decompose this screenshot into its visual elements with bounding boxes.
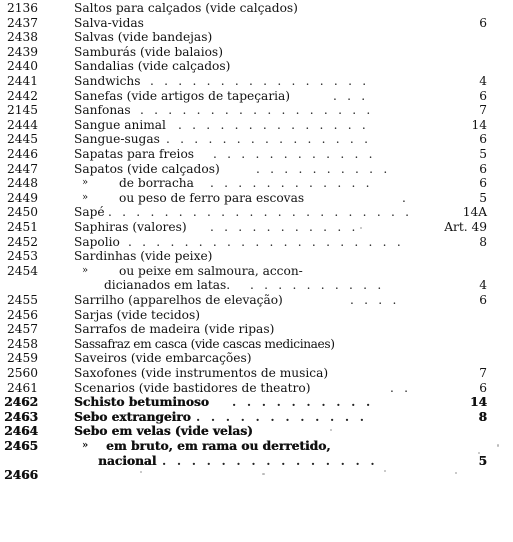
item-number: 2455 [6,293,38,307]
item-number: 2444 [6,117,38,132]
item-number: 2439 [6,44,38,59]
item-description: Sandwichs [74,74,141,88]
leader-dots: . . . . . . . . . . . . [213,147,376,161]
item-description: Sarrilho (apparelhos de elevação) [74,293,283,307]
item-value: 6 [479,176,487,191]
item-description: Sapatas para freios [74,147,195,161]
item-number: 2453 [6,249,38,264]
item-description: dicianados em latas. [104,278,231,293]
item-number: 2450 [6,205,38,220]
list-item [0,410,513,425]
item-description: Sassafraz em casca (vide cascas medicinaes) [74,336,335,351]
item-number: 2145 [6,103,38,118]
list-item [0,235,513,250]
item-number: 2441 [6,74,38,88]
ditto-mark: » [82,177,89,189]
item-value: 6 [479,88,487,103]
list-item [0,337,513,352]
list-item [0,1,513,16]
list-item [0,468,513,483]
item-number: 2464 [4,424,38,439]
item-value: 6 [479,293,487,307]
item-description: Saphiras (valores) [74,220,187,234]
list-item [0,16,513,31]
leader-dots: . . . . . . . . . . . . . . . . . [140,103,374,118]
list-item [0,118,513,133]
item-description: Sangue animal [74,117,166,132]
item-description: Sardinhas (vide peixe) [74,249,213,264]
item-value: 5 [478,453,487,468]
print-speck [330,429,332,431]
list-item [0,395,513,410]
item-value: 14A [462,205,487,220]
leader-dots: . . . . . . . . . . . . [210,176,373,191]
item-value: 5 [479,147,487,161]
item-number: 2456 [6,307,38,322]
item-number: 2448 [6,176,38,191]
item-number: 2452 [6,234,38,249]
list-item [0,176,513,191]
item-description: Sapolio [74,234,120,249]
item-value: 6 [479,380,487,395]
list-item [0,147,513,162]
print-speck [360,227,362,229]
item-description: em bruto, em rama ou derretido, [106,439,331,453]
item-description: Samburás (vide balaios) [74,44,223,59]
item-number: 2446 [6,147,38,161]
list-item [0,278,513,293]
item-number: 2461 [6,380,38,395]
item-number: 2445 [6,132,38,147]
item-value: 6 [479,15,487,30]
item-number: 2560 [6,366,38,380]
item-description: Sandalias (vide calçados) [74,59,231,74]
print-speck [455,472,457,474]
leader-dots: . . . . . . . . . . . . . . . . . . . . . . [108,205,413,220]
leader-dots: . . [390,380,412,395]
item-value: 6 [479,161,487,176]
list-item [0,439,513,454]
list-item [0,454,513,469]
leader-dots: . . . . . . . . . . [250,278,385,293]
item-number: 2458 [6,336,38,351]
item-description: Sapé [74,205,105,220]
leader-dots: . . . . [350,293,400,307]
list-item [0,162,513,177]
leader-dots: . . . . . . . . . . . . . . . [166,132,372,147]
item-description: Sapatos (vide calçados) [74,161,220,176]
list-item [0,249,513,264]
ditto-mark: » [82,264,89,276]
list-item [0,293,513,308]
list-item [0,220,513,235]
item-description: nacional [98,453,157,468]
item-number: 2457 [6,322,38,337]
list-item [0,366,513,381]
item-number: 2454 [6,263,38,278]
item-value: 14 [471,117,487,132]
item-description: Sarrafos de madeira (vide ripas) [74,322,275,337]
item-number: 2462 [4,395,38,410]
list-item [0,322,513,337]
item-number: 2136 [6,1,38,15]
list-item [0,264,513,279]
leader-dots: . . . . . . . . . . . . . . . . . . . . [128,234,404,249]
item-description: Sarjas (vide tecidos) [74,307,201,322]
print-speck [262,473,265,475]
list-item [0,351,513,366]
print-speck [384,470,386,472]
leader-dots: . . . . . . . . . . . . . . . . [150,74,370,88]
list-item [0,30,513,45]
item-description: Saxofones (vide instrumentos de musica) [74,366,329,380]
item-number: 2437 [6,15,38,30]
leader-dots: . . . . . . . . . . . . [196,409,368,424]
item-description: Salva-vidas [74,15,144,30]
leader-dots: . . . . . . . . . . . . . . [178,117,369,132]
item-description: Sebo extrangeiro [74,409,191,424]
item-description: ou peixe em salmoura, accon- [119,263,303,278]
item-value: Art. 49 [444,220,487,234]
item-number: 2447 [6,161,38,176]
item-number: 2440 [6,59,38,74]
item-description: Sanfonas [74,103,131,118]
item-description: Salvas (vide bandejas) [74,30,213,45]
item-description: Sangue-sugas [74,132,160,147]
item-number: 2465 [4,439,38,453]
print-speck [478,452,480,454]
item-description: Sebo em velas (vide velas) [74,424,253,439]
ditto-mark: » [82,440,89,451]
print-speck [140,471,142,473]
item-number: 2459 [6,351,38,366]
item-description: Saveiros (vide embarcações) [74,351,252,366]
item-description: Scenarios (vide bastidores de theatro) [74,380,311,395]
item-number: 2451 [6,220,38,234]
item-number: 2438 [6,30,38,45]
item-number: 2466 [4,468,38,483]
list-item [0,59,513,74]
list-item [0,45,513,60]
item-value: 4 [479,74,487,88]
item-number: 2463 [4,409,38,424]
item-value: 7 [479,103,487,118]
leader-dots: . . . . . . . . . . [232,395,374,410]
list-item [0,89,513,104]
ditto-mark: » [82,191,89,203]
item-number: 2449 [6,190,38,205]
list-item [0,205,513,220]
item-value: 6 [479,132,487,147]
item-description: ou peso de ferro para escovas [119,190,305,205]
list-item [0,74,513,89]
list-item [0,132,513,147]
item-description: Saltos para calçados (vide calçados) [74,1,298,15]
print-speck [497,444,499,447]
leader-dots: . . . . . . . . . . . [210,220,359,234]
list-item [0,191,513,206]
item-number: 2442 [6,88,38,103]
leader-dots: . . . . . . . . . . [256,161,391,176]
item-value: 4 [479,278,487,293]
item-description: Sanefas (vide artigos de tapeçaria) [74,88,291,103]
item-description: Schisto betuminoso [74,395,209,410]
item-value: 7 [479,366,487,380]
list-item [0,424,513,439]
leader-dots: . [402,190,410,205]
item-value: 5 [479,190,487,205]
item-value: 8 [479,234,487,249]
leader-dots: . . . . . . . . . . . . . . . [162,453,378,468]
item-value: 8 [478,409,487,424]
leader-dots: . . . [333,88,369,103]
list-item [0,103,513,118]
item-value: 14 [470,395,487,410]
list-item [0,381,513,396]
item-description: de borracha [119,176,194,191]
list-item [0,308,513,323]
